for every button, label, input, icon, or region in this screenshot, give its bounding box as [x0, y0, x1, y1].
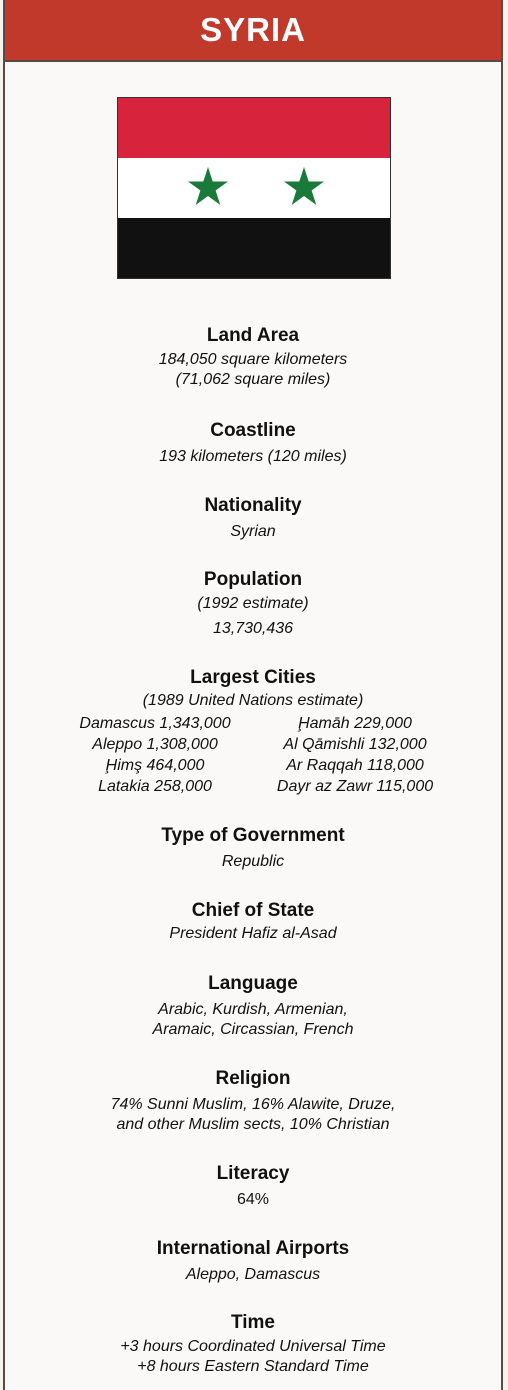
religion-line-1: 74% Sunni Muslim, 16% Alawite, Druze, [110, 1096, 396, 1113]
city-item: Aleppo 1,308,000 [92, 736, 218, 753]
population-heading: Population [203, 569, 303, 590]
airports-section [5, 1238, 501, 1285]
page-title: SYRIA [200, 11, 306, 48]
city-item: Ḩimş 464,000 [105, 757, 205, 774]
country-fact-card [3, 0, 503, 1390]
population-note: (1992 estimate) [197, 595, 309, 612]
time-section [5, 1312, 501, 1377]
flag-graphic [118, 98, 390, 278]
chief-of-state-section [5, 900, 501, 944]
airports-value: Aleppo, Damascus [185, 1266, 321, 1283]
land-area-section [5, 325, 501, 390]
language-line-1: Arabic, Kurdish, Armenian, [158, 1001, 348, 1018]
city-item: Damascus 1,343,000 [79, 715, 231, 732]
religion-heading: Religion [215, 1068, 291, 1089]
land-area-heading: Land Area [206, 325, 300, 346]
flag-red-stripe [118, 98, 390, 158]
nationality-value: Syrian [230, 523, 276, 540]
time-line-1: +3 hours Coordinated Universal Time [120, 1338, 386, 1355]
literacy-value: 64% [236, 1191, 270, 1208]
chief-of-state-value: President Hafiz al-Asad [169, 925, 337, 942]
time-heading: Time [230, 1312, 275, 1333]
city-column-left [60, 713, 250, 797]
nationality-heading: Nationality [204, 495, 302, 516]
flag-black-stripe [118, 218, 390, 278]
city-item: Ar Raqqah 118,000 [286, 757, 424, 774]
coastline-value: 193 kilometers (120 miles) [159, 448, 347, 465]
airports-heading: International Airports [156, 1238, 350, 1259]
religion-section [5, 1068, 501, 1135]
language-line-2: Aramaic, Circassian, French [152, 1021, 354, 1038]
land-area-km: 184,050 square kilometers [158, 351, 348, 368]
syria-flag-icon [117, 97, 391, 279]
city-columns [5, 713, 501, 801]
flag-white-stripe [118, 158, 390, 218]
largest-cities-heading: Largest Cities [190, 667, 316, 688]
literacy-section [5, 1163, 501, 1210]
land-area-miles: (71,062 square miles) [175, 371, 331, 388]
language-section [5, 973, 501, 1040]
city-item: Dayr az Zawr 115,000 [276, 778, 434, 795]
city-column-right [260, 713, 450, 797]
chief-of-state-heading: Chief of State [191, 900, 315, 921]
coastline-heading: Coastline [210, 420, 296, 441]
government-value: Republic [221, 853, 285, 870]
coastline-section [5, 420, 501, 467]
population-value: 13,730,436 [212, 620, 294, 637]
largest-cities-section [5, 667, 501, 801]
religion-line-2: and other Muslim sects, 10% Christian [116, 1116, 390, 1133]
city-item: Ḩamāh 229,000 [298, 715, 412, 732]
language-heading: Language [208, 973, 298, 994]
population-section [5, 569, 501, 639]
city-item: Latakia 258,000 [98, 778, 212, 795]
government-heading: Type of Government [161, 825, 345, 846]
government-section [5, 825, 501, 872]
city-item: Al Qāmishli 132,000 [283, 736, 427, 753]
title-bar [5, 0, 501, 62]
time-line-2: +8 hours Eastern Standard Time [137, 1358, 369, 1375]
literacy-heading: Literacy [216, 1163, 290, 1184]
nationality-section [5, 495, 501, 542]
largest-cities-note: (1989 United Nations estimate) [142, 692, 364, 709]
